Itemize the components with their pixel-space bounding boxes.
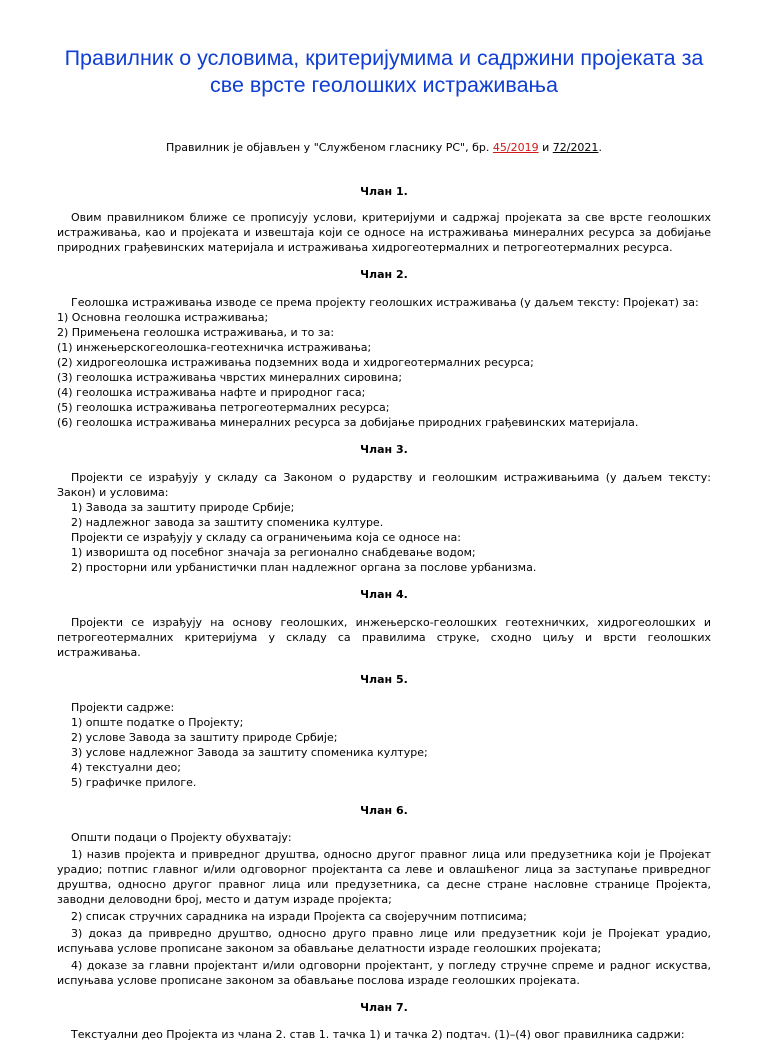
article-2-subitem: (5) геолошка истраживања петрогеотермалних ресурса; — [57, 401, 390, 414]
article-6-heading: Члан 6. — [360, 804, 408, 817]
article-5-item: 3) услове надлежног Завода за заштиту споменика културе; — [71, 746, 428, 759]
article-2-subitem: (2) хидрогеолошка истраживања подземних вода и хидрогеотермалних ресурса; — [57, 356, 534, 369]
article-2-subitem: (4) геолошка истраживања нафте и природног гаса; — [57, 386, 366, 399]
gazette-link-45-2019[interactable]: 45/2019 — [492, 141, 539, 154]
article-7-heading: Члан 7. — [360, 1001, 408, 1014]
article-3-item: 2) просторни или урбанистички план надлежног органа за послове урбанизма. — [71, 561, 537, 574]
article-2-subitem: (6) геолошка истраживања минералних ресурса за добијање природних грађевинских материјала. — [57, 416, 639, 429]
article-1-paragraph: Овим правилником ближе се прописују услови, критеријуми и садржај пројеката за све врсте геолошких истраживања, као и пројеката и извештаја који се односе на истраживања минералних ресурса за добијање природних грађевинских материјала и истраживања хидрогеотермалних и петрогеотермалних ресурса. — [57, 211, 711, 254]
article-6-item: 2) списак стручних сарадника на изради Пројекта са својеручним потписима; — [71, 910, 527, 923]
article-4-paragraph: Пројекти се израђују на основу геолошких, инжењерско-геолошких геотехничких, хидрогеолошких и петрогеотермалних критеријума у складу са правилима струке, сходно циљу и врсти геолошких истраживања. — [57, 616, 711, 659]
article-3-intro: Пројекти се израђују у складу са Законом о рударству и геолошким истраживањима (у даљем тексту: Закон) и условима: — [57, 471, 711, 499]
article-2-intro: Геолошка истраживања изводе се према пројекту геолошких истраживања (у даљем тексту: Пројекат) за: — [71, 296, 699, 309]
article-5-intro: Пројекти садрже: — [71, 701, 175, 714]
article-6-item: 1) назив пројекта и привредног друштва, односно другог правног лица или предузетника који је Пројекат урадио; потпис главног и/или одговорног пројектанта са леве и овлашћеног лица за заступање привредног друштва, односно другог правног лица или предузетника, са десне стране насловне странице Пројекта, заводни деловодни број, место и датум израде пројекта; — [57, 848, 711, 906]
document-title — [57, 0, 711, 99]
article-3-paragraph: Пројекти се израђују у складу са ограничењима која се односе на: — [71, 531, 461, 544]
gazette-link-72-2021[interactable]: 72/2021 — [552, 141, 599, 154]
article-2-subitem: (1) инжењерскогеолошка-геотехничка истраживања; — [57, 341, 372, 354]
article-3-item: 1) изворишта од посебног значаја за регионално снабдевање водом; — [71, 546, 476, 559]
article-6-intro: Општи подаци о Пројекту обухватају: — [71, 831, 292, 844]
publication-suffix: . — [598, 141, 602, 154]
article-2-heading: Члан 2. — [360, 268, 408, 281]
article-5-item: 2) услове Завода за заштиту природе Србије; — [71, 731, 338, 744]
article-5-item: 4) текстуални део; — [71, 761, 181, 774]
article-5-item: 5) графичке прилоге. — [71, 776, 197, 789]
article-3-heading: Члан 3. — [360, 443, 408, 456]
article-5-heading: Члан 5. — [360, 673, 408, 686]
article-6-item: 4) доказе за главни пројектант и/или одговорни пројектант, у погледу стручне спреме и радног искуства, испуњава услове прописане законом за обављање послова израде геолошких пројеката. — [57, 959, 711, 987]
article-3-item: 1) Завода за заштиту природе Србије; — [71, 501, 295, 514]
publication-note — [57, 141, 711, 155]
publication-between: и — [538, 141, 553, 154]
article-2-item: 1) Основна геолошка истраживања; — [57, 311, 269, 324]
publication-prefix: Правилник је објављен у "Службеном гласнику РС", бр. — [166, 141, 493, 154]
article-2-item: 2) Примењена геолошка истраживања, и то за: — [57, 326, 335, 339]
article-3-item: 2) надлежног завода за заштиту споменика културе. — [71, 516, 384, 529]
article-5-item: 1) опште податке о Пројекту; — [71, 716, 244, 729]
article-2-subitem: (3) геолошка истраживања чврстих минералних сировина; — [57, 371, 403, 384]
article-6-item: 3) доказ да привредно друштво, односно друго правно лице или предузетник који је Пројекат урадио, испуњава услове прописане законом за обављање делатности израде геолошких пројеката; — [57, 927, 711, 955]
title-line-1: Правилник о условима, критеријумима и садржини пројеката за — [64, 46, 704, 70]
article-7-paragraph: Текстуални део Пројекта из члана 2. став 1. тачка 1) и тачка 2) подтач. (1)–(4) овог правилника садржи: — [71, 1028, 685, 1041]
title-line-2: све врсте геолошких истраживања — [210, 73, 558, 97]
article-4-heading: Члан 4. — [360, 588, 408, 601]
article-1-heading: Члан 1. — [360, 185, 408, 198]
